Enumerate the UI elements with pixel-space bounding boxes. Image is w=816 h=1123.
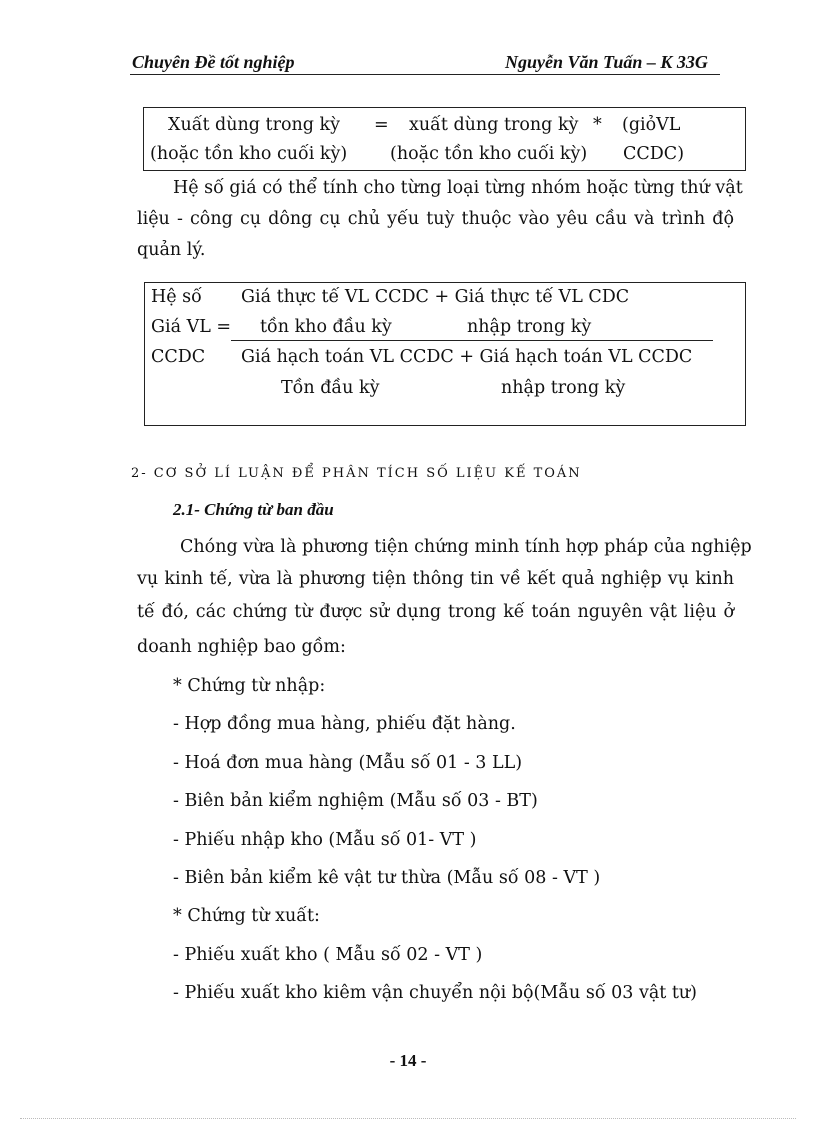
section-subheading: 2.1- Chứng từ ban đầu (173, 500, 334, 519)
para2-line1: Chóng vừa là phương tiện chứng minh tính hợp pháp của nghiệp (180, 537, 752, 557)
page-edge-dotted-line (20, 1118, 796, 1119)
header-title-left: Chuyên Đề tốt nghiệp (132, 52, 295, 72)
para2-line4: doanh nghiệp bao gồm: (137, 637, 346, 657)
section-heading: 2- CƠ SỞ LÍ LUẬN ĐỂ PHÂN TÍCH SỐ LIỆU KẾ TOÁN (131, 466, 582, 481)
formula1-equals: = (374, 115, 389, 135)
header-rule (130, 74, 720, 75)
para2-line2: vụ kinh tế, vừa là phương tiện thông tin về kết quả nghiệp vụ kinh (137, 569, 734, 589)
formula2-numerator-opening: tồn kho đầu kỳ (260, 317, 392, 337)
para1-line1: Hệ số giá có thể tính cho từng loại từng nhóm hoặc từng thứ vật (173, 178, 743, 198)
formula2-denominator-line1: Giá hạch toán VL CCDC + Giá hạch toán VL CCDC (241, 347, 693, 367)
formula2-denominator-opening: Tồn đầu kỳ (281, 378, 380, 398)
formula1-rhs-line2: (hoặc tồn kho cuối kỳ) (390, 144, 588, 164)
list-item: - Hợp đồng mua hàng, phiếu đặt hàng. (173, 714, 516, 734)
export-docs-title: * Chứng từ xuất: (173, 906, 320, 926)
list-item: - Phiếu nhập kho (Mẫu số 01- VT ) (173, 830, 477, 850)
list-item: - Phiếu xuất kho kiêm vận chuyển nội bộ(Mẫu số 03 vật tư) (173, 983, 697, 1003)
para1-line3: quản lý. (137, 240, 206, 260)
formula2-label-ccdc: CCDC (151, 347, 206, 367)
formula2-label-gia-vl: Giá VL = (151, 317, 232, 337)
list-item: - Phiếu xuất kho ( Mẫu số 02 - VT ) (173, 945, 483, 965)
import-docs-title: * Chứng từ nhập: (173, 676, 326, 696)
fraction-bar (231, 340, 713, 341)
formula1-factor-line1: (giỏVL (622, 115, 681, 135)
formula1-multiply: * (593, 115, 602, 135)
formula2-label-he-so: Hệ số (151, 287, 202, 307)
formula1-rhs-line1: xuất dùng trong kỳ (409, 115, 579, 135)
formula2-numerator-line1: Giá thực tế VL CCDC + Giá thực tế VL CDC (241, 287, 630, 307)
list-item: - Hoá đơn mua hàng (Mẫu số 01 - 3 LL) (173, 753, 523, 773)
list-item: - Biên bản kiểm nghiệm (Mẫu số 03 - BT) (173, 791, 538, 811)
header-author-right: Nguyễn Văn Tuấn – K 33G (505, 52, 708, 72)
para1-line2: liệu - công cụ dông cụ chủ yếu tuỳ thuộc vào yêu cầu và trình độ (137, 209, 734, 229)
formula-box-2 (144, 282, 746, 426)
formula1-lhs-line2: (hoặc tồn kho cuối kỳ) (150, 144, 348, 164)
formula-box-1 (143, 107, 746, 171)
formula1-factor-line2: CCDC) (623, 144, 685, 164)
list-item: - Biên bản kiểm kê vật tư thừa (Mẫu số 08 - VT ) (173, 868, 601, 888)
page-number: - 14 - (389, 1051, 427, 1070)
formula1-lhs-line1: Xuất dùng trong kỳ (168, 115, 341, 135)
para2-line3: tế đó, các chứng từ được sử dụng trong kế toán nguyên vật liệu ở (137, 602, 734, 622)
formula2-denominator-purchase: nhập trong kỳ (501, 378, 626, 398)
formula2-numerator-purchase: nhập trong kỳ (467, 317, 592, 337)
